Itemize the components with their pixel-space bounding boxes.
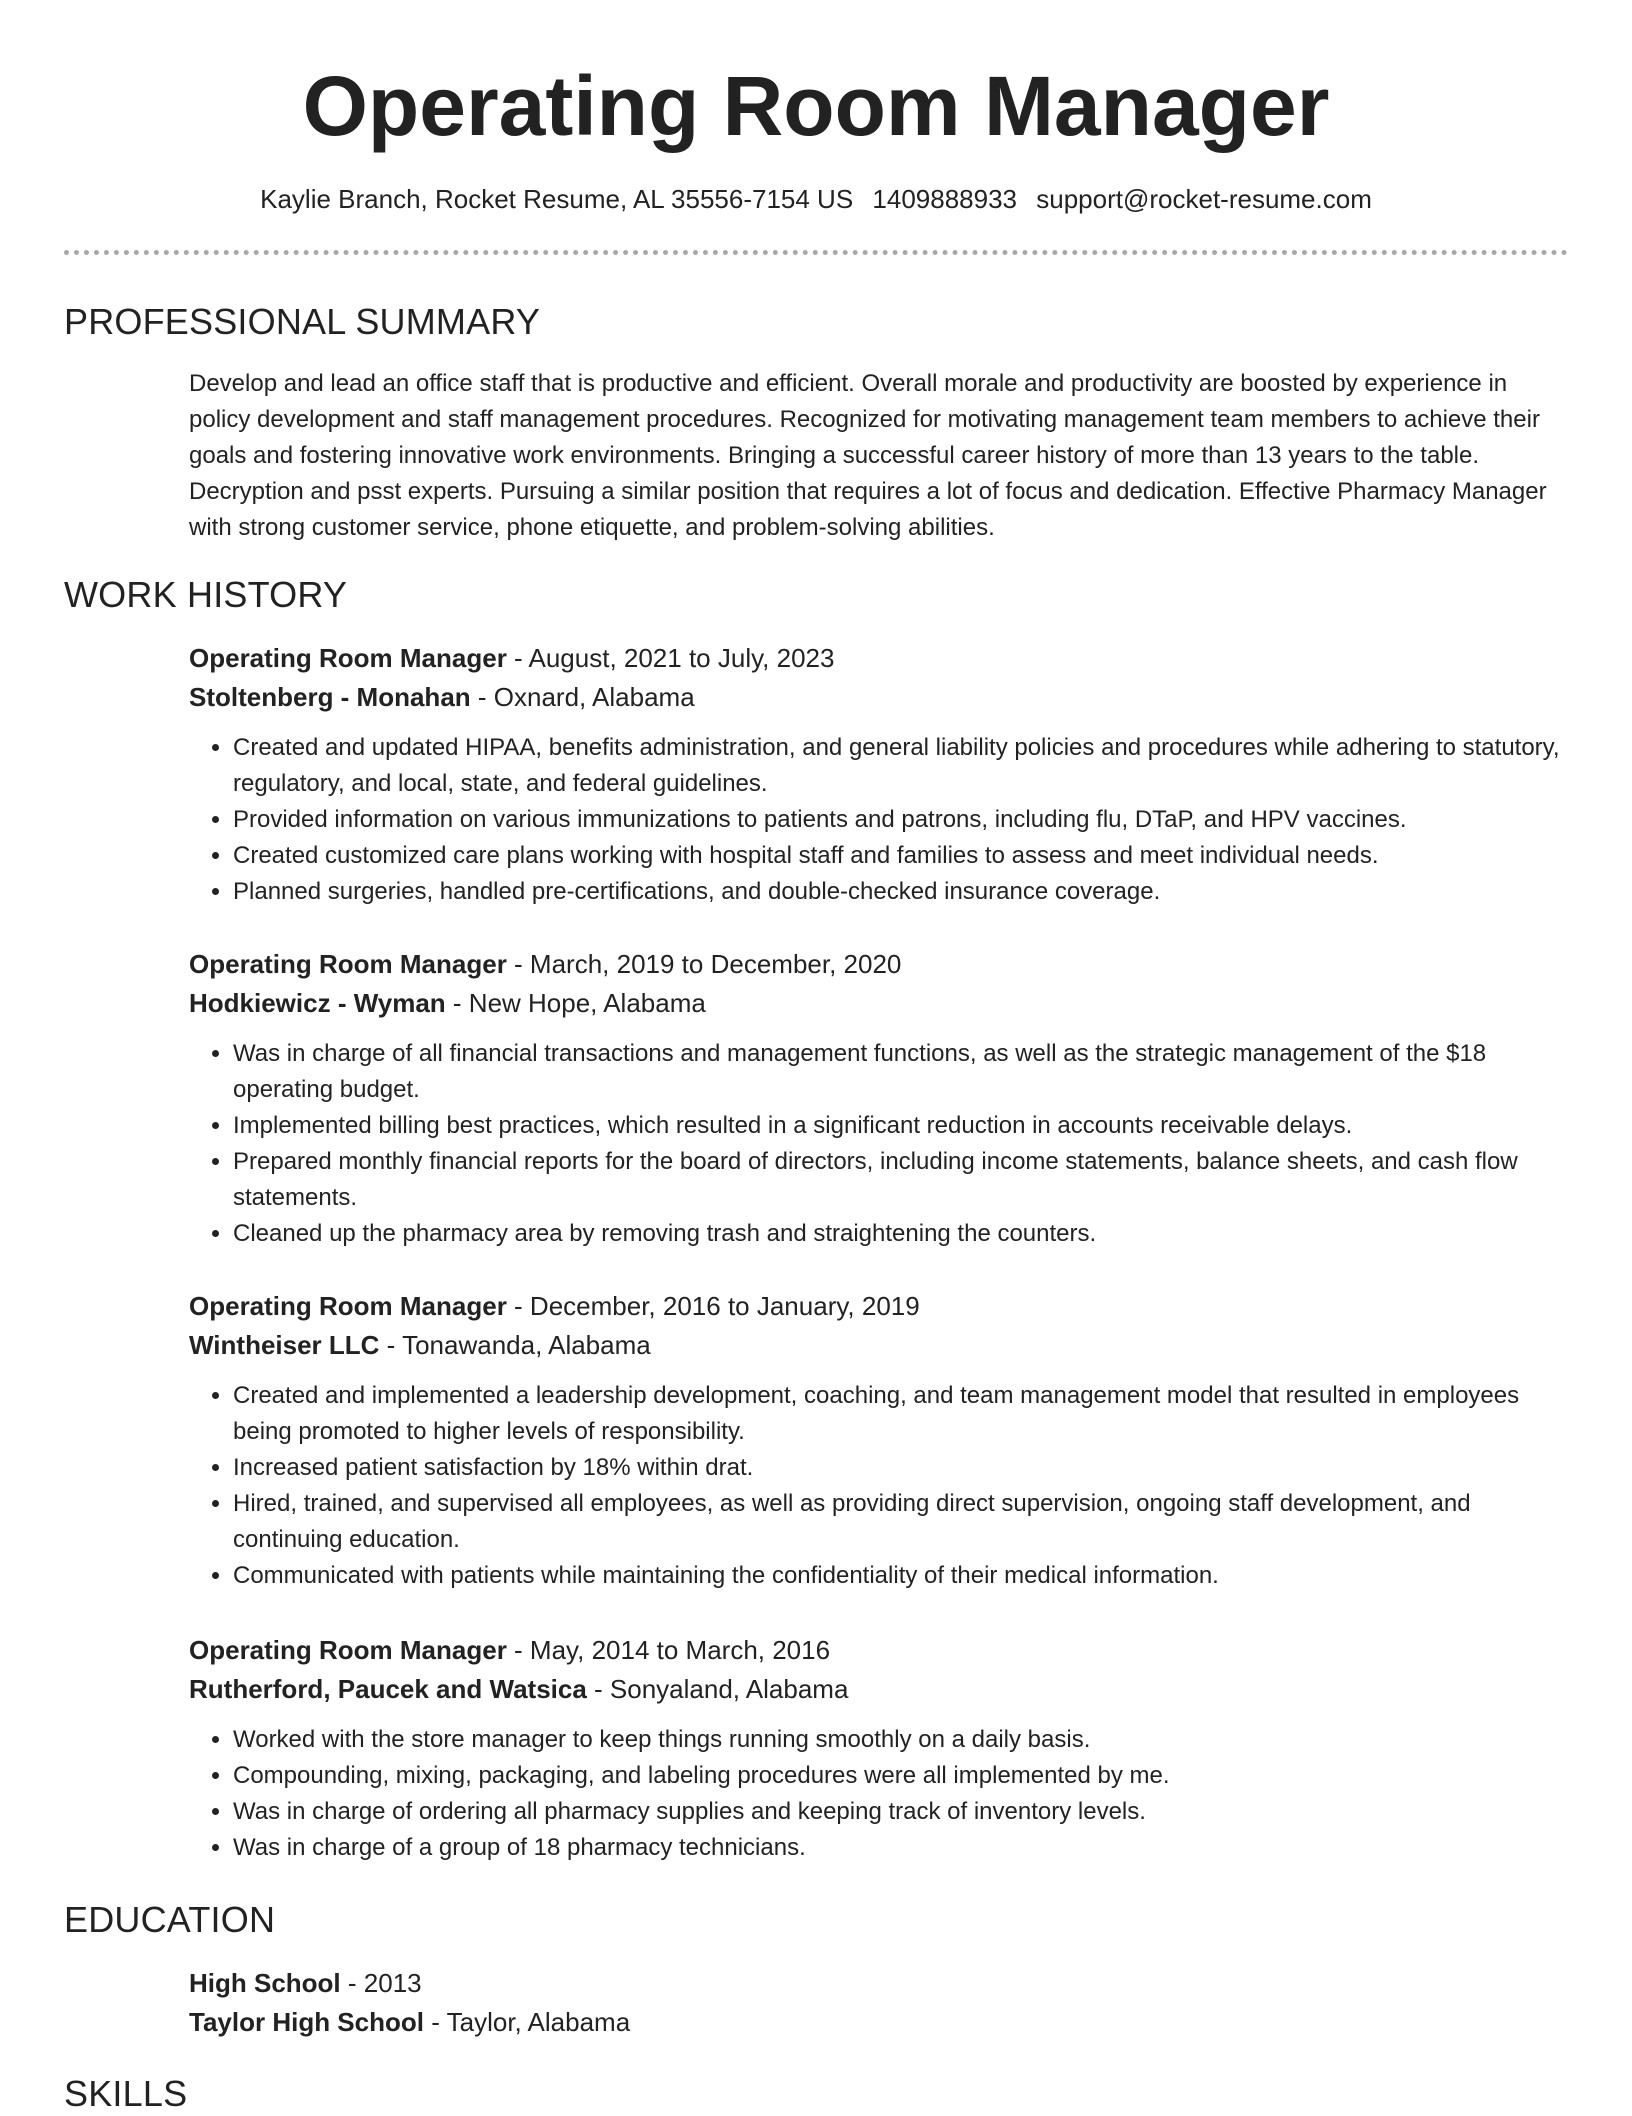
job-title-line <box>189 945 1569 984</box>
contact-line <box>0 181 1632 217</box>
job-company: Wintheiser LLC <box>189 1330 380 1360</box>
job-bullet: • Planned surgeries, handled pre-certifications, and double-checked insurance coverage. <box>233 874 1569 910</box>
job-location: - Tonawanda, Alabama <box>379 1330 651 1360</box>
section-title-education: EDUCATION <box>64 1899 276 1940</box>
resume-name: Operating Room Manager <box>302 59 1330 153</box>
job-entry <box>189 639 1569 910</box>
job-bullet: • Worked with the store manager to keep things running smoothly on a daily basis. <box>233 1722 1569 1758</box>
job-title: Operating Room Manager <box>189 1635 507 1665</box>
job-bullets <box>189 730 1569 910</box>
education-entry <box>189 1964 1569 2042</box>
section-title-skills: SKILLS <box>64 2073 188 2114</box>
job-bullet: • Created and updated HIPAA, benefits administration, and general liability policies and procedures while adhering to statutory, regulatory, and local, state, and federal guidelines. <box>233 730 1569 802</box>
job-bullet: • Was in charge of a group of 18 pharmacy technicians. <box>233 1830 1569 1866</box>
job-bullets <box>189 1036 1569 1252</box>
job-bullets <box>189 1722 1569 1866</box>
education-degree: High School <box>189 1968 341 1998</box>
education-location: - Taylor, Alabama <box>423 2007 631 2037</box>
job-entry <box>189 1631 1569 1866</box>
job-title-line <box>189 1287 1569 1326</box>
job-title: Operating Room Manager <box>189 643 507 673</box>
education-degree-line <box>189 1964 1569 2003</box>
header-divider <box>64 250 1568 255</box>
job-company: Hodkiewicz - Wyman <box>189 988 446 1018</box>
job-company-line <box>189 1670 1569 1709</box>
job-bullet: • Cleaned up the pharmacy area by removing trash and straightening the counters. <box>233 1216 1569 1252</box>
job-bullet: • Provided information on various immunizations to patients and patrons, including flu, DTaP, and HPV vaccines. <box>233 802 1569 838</box>
job-company: Rutherford, Paucek and Watsica <box>189 1674 587 1704</box>
job-bullet: • Implemented billing best practices, which resulted in a significant reduction in accounts receivable delays. <box>233 1108 1569 1144</box>
job-entry <box>189 945 1569 1252</box>
job-bullet: • Compounding, mixing, packaging, and labeling procedures were all implemented by me. <box>233 1758 1569 1794</box>
job-bullet: • Was in charge of ordering all pharmacy supplies and keeping track of inventory levels. <box>233 1794 1569 1830</box>
contact-address: Kaylie Branch, Rocket Resume, AL 35556-7154 US <box>260 184 854 214</box>
job-location: - Sonyaland, Alabama <box>586 1674 849 1704</box>
job-title: Operating Room Manager <box>189 949 507 979</box>
job-bullet: • Hired, trained, and supervised all employees, as well as providing direct supervision, ongoing staff development, and continuing education. <box>233 1486 1569 1558</box>
job-dates: - March, 2019 to December, 2020 <box>506 949 902 979</box>
job-bullet: • Was in charge of all financial transactions and management functions, as well as the strategic management of the $18 operating budget. <box>233 1036 1569 1108</box>
summary-text: Develop and lead an office staff that is productive and efficient. Overall morale and productivity are boosted by experience in policy development and staff management procedures. Recognized for motivating management team members to achieve their goals and fostering innovative work environments. Bringing a successful career history of more than 13 years to the table. Decryption and psst experts. Pursuing a similar position that requires a lot of focus and dedication. Effective Pharmacy Manager with strong customer service, phone etiquette, and problem-solving abilities. <box>189 370 1547 541</box>
job-location: - New Hope, Alabama <box>445 988 706 1018</box>
job-title-line <box>189 1631 1569 1670</box>
contact-email: support@rocket-resume.com <box>1036 184 1372 214</box>
job-dates: - August, 2021 to July, 2023 <box>506 643 835 673</box>
section-title-summary: PROFESSIONAL SUMMARY <box>64 301 541 342</box>
job-company-line <box>189 984 1569 1023</box>
job-bullet: • Communicated with patients while maintaining the confidentiality of their medical information. <box>233 1558 1569 1594</box>
job-dates: - May, 2014 to March, 2016 <box>506 1635 831 1665</box>
job-entry <box>189 1287 1569 1594</box>
education-school-line <box>189 2003 1569 2042</box>
job-location: - Oxnard, Alabama <box>470 682 695 712</box>
job-title: Operating Room Manager <box>189 1291 507 1321</box>
job-bullets <box>189 1378 1569 1594</box>
job-dates: - December, 2016 to January, 2019 <box>506 1291 920 1321</box>
contact-phone: 1409888933 <box>872 184 1018 214</box>
section-title-work: WORK HISTORY <box>64 574 348 615</box>
job-title-line <box>189 639 1569 678</box>
job-company: Stoltenberg - Monahan <box>189 682 471 712</box>
education-school: Taylor High School <box>189 2007 424 2037</box>
job-bullet: • Prepared monthly financial reports for the board of directors, including income statements, balance sheets, and cash flow statements. <box>233 1144 1569 1216</box>
education-year: - 2013 <box>340 1968 422 1998</box>
job-company-line <box>189 1326 1569 1365</box>
job-company-line <box>189 678 1569 717</box>
job-bullet: • Created and implemented a leadership development, coaching, and team management model that resulted in employees being promoted to higher levels of responsibility. <box>233 1378 1569 1450</box>
job-bullet: • Increased patient satisfaction by 18% within drat. <box>233 1450 1569 1486</box>
job-bullet: • Created customized care plans working with hospital staff and families to assess and meet individual needs. <box>233 838 1569 874</box>
